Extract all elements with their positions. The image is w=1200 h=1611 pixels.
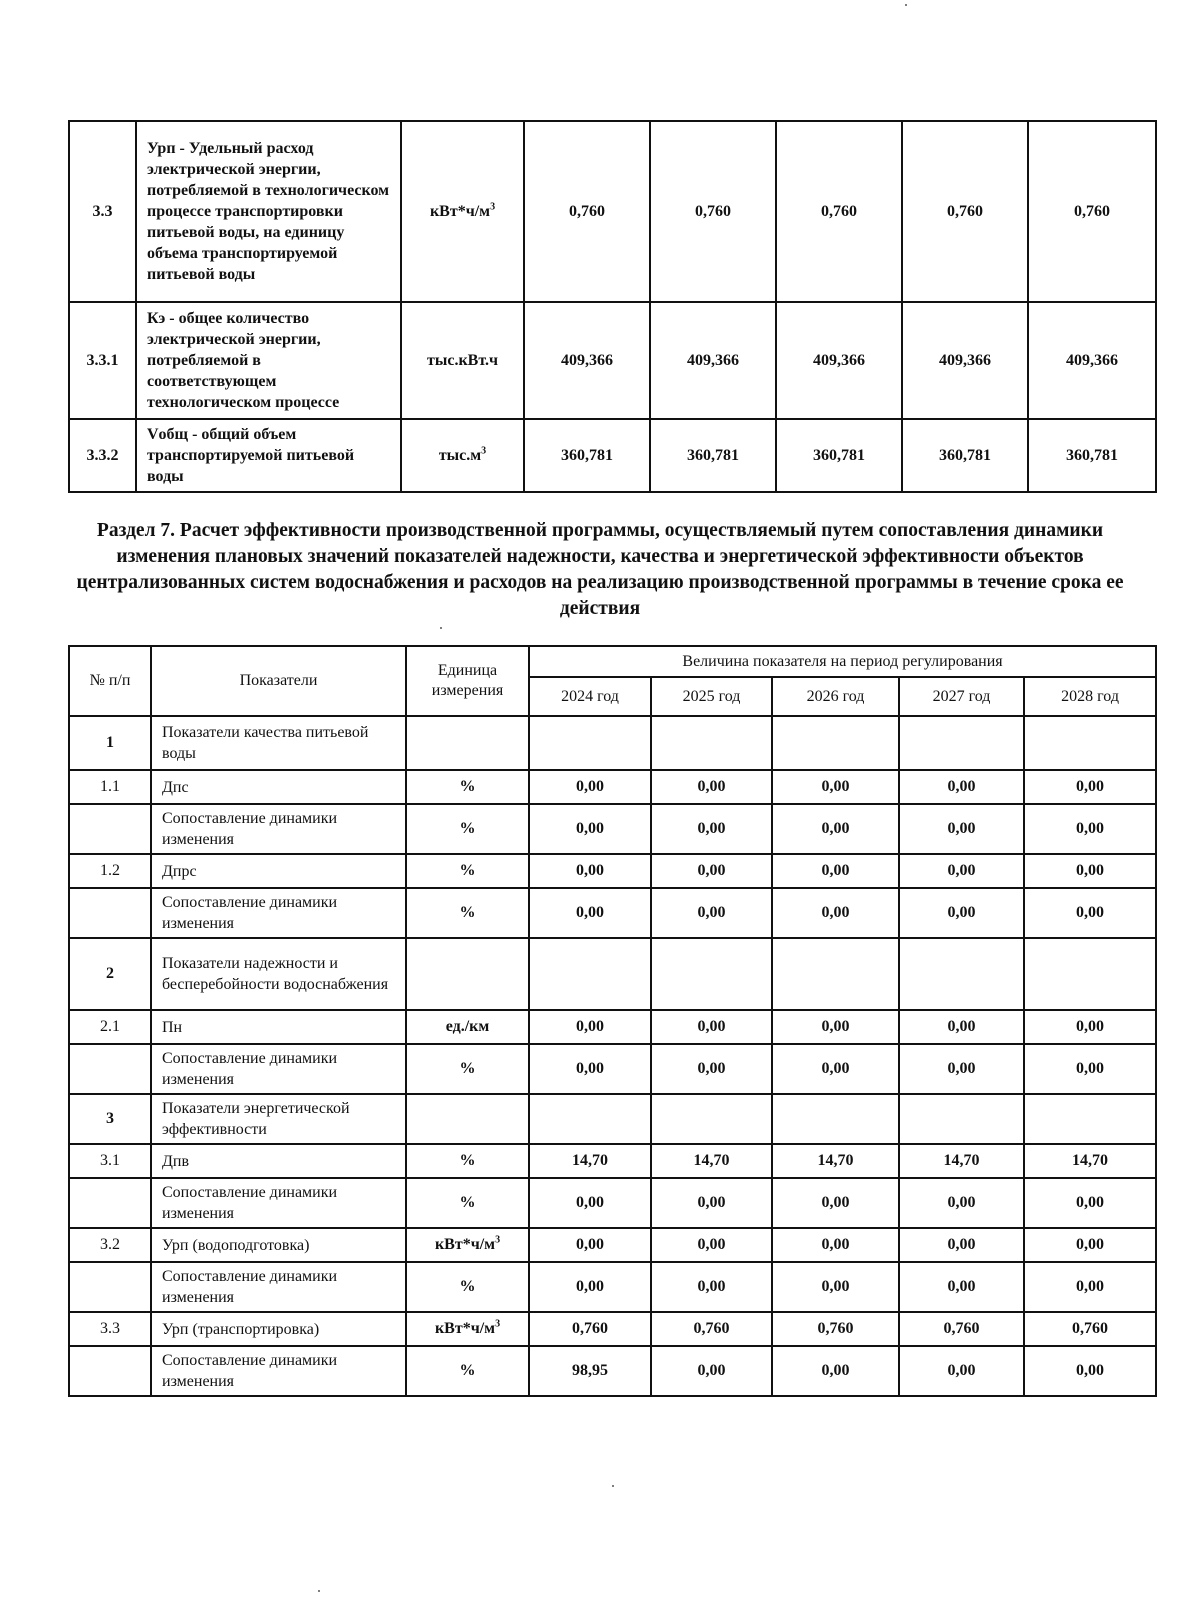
value-2025: 409,366 — [650, 302, 776, 419]
table-row — [69, 1346, 1156, 1396]
row-number: 3 — [69, 1094, 151, 1144]
indicator-name: Урп (водоподготовка) — [151, 1228, 406, 1262]
value-2027: 0,760 — [899, 1312, 1024, 1346]
row-number: 1 — [69, 716, 151, 770]
value-2024: 0,00 — [529, 1178, 651, 1228]
value-2025: 0,00 — [651, 1262, 772, 1312]
unit-cell — [406, 716, 529, 770]
header-year-2027: 2027 год — [899, 677, 1024, 716]
value-2024: 360,781 — [524, 419, 650, 492]
value-2027: 0,760 — [902, 121, 1028, 302]
unit-text: % — [459, 1060, 476, 1077]
value-2027: 0,00 — [899, 770, 1024, 804]
value-2028 — [1024, 716, 1156, 770]
unit-cell — [406, 1312, 529, 1346]
indicator-name: Сопоставление динамики изменения — [151, 888, 406, 938]
value-2026: 0,00 — [772, 1346, 899, 1396]
unit-cell — [401, 302, 524, 419]
indicator-name: Кэ - общее количество электрической энергии, потребляемой в соответствующем технологическом процессе — [136, 302, 401, 419]
value-2027: 0,00 — [899, 1346, 1024, 1396]
value-2025: 0,00 — [651, 1346, 772, 1396]
value-2025: 0,00 — [651, 804, 772, 854]
table-row — [69, 302, 1156, 419]
value-2028: 0,00 — [1024, 804, 1156, 854]
value-2027: 409,366 — [902, 302, 1028, 419]
unit-cell — [406, 1010, 529, 1044]
value-2028 — [1024, 938, 1156, 1010]
value-2025 — [651, 716, 772, 770]
unit-cell — [401, 121, 524, 302]
unit-cell — [406, 1044, 529, 1094]
row-number: 3.3.1 — [69, 302, 136, 419]
row-number: 1.2 — [69, 854, 151, 888]
table-body — [69, 716, 1156, 1396]
value-2027: 360,781 — [902, 419, 1028, 492]
row-number: 3.3 — [69, 1312, 151, 1346]
unit-cell — [406, 770, 529, 804]
header-year-2024: 2024 год — [529, 677, 651, 716]
row-number: 2 — [69, 938, 151, 1010]
value-2027 — [899, 938, 1024, 1010]
value-2024: 14,70 — [529, 1144, 651, 1178]
header-period: Величина показателя на период регулирования — [529, 646, 1156, 677]
table-header — [69, 646, 1156, 716]
unit-cell — [406, 1144, 529, 1178]
row-number: 3.2 — [69, 1228, 151, 1262]
value-2028: 360,781 — [1028, 419, 1156, 492]
unit-cell — [406, 1178, 529, 1228]
row-number — [69, 1178, 151, 1228]
value-2028: 0,00 — [1024, 1178, 1156, 1228]
value-2025 — [651, 1094, 772, 1144]
value-2027 — [899, 1094, 1024, 1144]
unit-text: % — [459, 820, 476, 837]
unit-text: % — [459, 862, 476, 879]
value-2026: 0,00 — [772, 854, 899, 888]
value-2024: 0,00 — [529, 1044, 651, 1094]
unit-cell — [401, 419, 524, 492]
unit-text: % — [459, 1362, 476, 1379]
value-2027: 0,00 — [899, 1010, 1024, 1044]
indicator-name: Сопоставление динамики изменения — [151, 1346, 406, 1396]
unit-text: тыс.м — [438, 446, 482, 464]
value-2026: 0,00 — [772, 1010, 899, 1044]
table-row — [69, 854, 1156, 888]
top-indicators-table — [68, 120, 1157, 493]
row-number — [69, 1044, 151, 1094]
unit-text: % — [459, 904, 476, 921]
value-2024: 0,00 — [529, 888, 651, 938]
table-row — [69, 121, 1156, 302]
value-2026: 409,366 — [776, 302, 902, 419]
unit-cell — [406, 938, 529, 1010]
value-2028: 0,00 — [1024, 1262, 1156, 1312]
indicator-name: Дпс — [151, 770, 406, 804]
value-2024: 0,00 — [529, 1228, 651, 1262]
efficiency-table — [68, 645, 1157, 1397]
section-heading: Раздел 7. Расчет эффективности производственной программы, осуществляемый путем сопоставления динамики изменения плановых значений показателей надежности, качества и энергетической эффективности объектов централизованных систем водоснабжения и расходов на реализацию производственной программы в течение срока ее действия — [76, 520, 1124, 619]
indicator-name: Дпрс — [151, 854, 406, 888]
value-2024: 0,00 — [529, 854, 651, 888]
unit-cell — [406, 804, 529, 854]
value-2025: 0,760 — [651, 1312, 772, 1346]
value-2024: 0,760 — [524, 121, 650, 302]
value-2026: 0,00 — [772, 1228, 899, 1262]
value-2027: 0,00 — [899, 1178, 1024, 1228]
value-2024: 409,366 — [524, 302, 650, 419]
indicator-name: Сопоставление динамики изменения — [151, 1262, 406, 1312]
unit-text: % — [459, 1152, 476, 1169]
header-number: № п/п — [69, 646, 151, 716]
unit-text: кВт*ч/м — [434, 1320, 496, 1337]
table-row — [69, 1312, 1156, 1346]
value-2028: 0,00 — [1024, 1010, 1156, 1044]
unit-text: кВт*ч/м — [429, 202, 491, 220]
indicator-name: Показатели энергетической эффективности — [151, 1094, 406, 1144]
value-2028: 0,760 — [1024, 1312, 1156, 1346]
unit-cell — [406, 1228, 529, 1262]
unit-text: тыс.кВт.ч — [426, 351, 499, 369]
value-2024: 0,00 — [529, 770, 651, 804]
row-number — [69, 804, 151, 854]
unit-cell — [406, 1346, 529, 1396]
value-2027: 0,00 — [899, 888, 1024, 938]
unit-text: кВт*ч/м — [434, 1236, 496, 1253]
top-table-body — [69, 121, 1156, 492]
value-2025: 0,00 — [651, 1010, 772, 1044]
value-2024 — [529, 716, 651, 770]
unit-cell — [406, 1094, 529, 1144]
value-2026 — [772, 938, 899, 1010]
row-number — [69, 1346, 151, 1396]
value-2026 — [772, 716, 899, 770]
value-2027: 0,00 — [899, 804, 1024, 854]
value-2027: 0,00 — [899, 854, 1024, 888]
value-2028: 14,70 — [1024, 1144, 1156, 1178]
value-2025: 0,00 — [651, 1228, 772, 1262]
table-row — [69, 1094, 1156, 1144]
value-2024: 0,00 — [529, 804, 651, 854]
header-unit: Единица измерения — [406, 646, 529, 716]
value-2024: 0,00 — [529, 1010, 651, 1044]
indicator-name: Урп - Удельный расход электрической энергии, потребляемой в технологическом процессе транспортировки питьевой воды, на единицу объема транспортируемой питьевой воды — [136, 121, 401, 302]
value-2026: 0,760 — [772, 1312, 899, 1346]
value-2025: 0,00 — [651, 1044, 772, 1094]
table-row — [69, 804, 1156, 854]
value-2025: 0,760 — [650, 121, 776, 302]
unit-superscript: 3 — [481, 445, 487, 457]
row-number — [69, 888, 151, 938]
indicator-name: Урп (транспортировка) — [151, 1312, 406, 1346]
table-row — [69, 1144, 1156, 1178]
indicator-name: Показатели надежности и бесперебойности водоснабжения — [151, 938, 406, 1010]
table-row — [69, 770, 1156, 804]
table-row — [69, 938, 1156, 1010]
value-2026 — [772, 1094, 899, 1144]
value-2026: 0,00 — [772, 1044, 899, 1094]
value-2027 — [899, 716, 1024, 770]
scan-speck — [318, 1590, 320, 1592]
value-2028: 0,00 — [1024, 888, 1156, 938]
value-2026: 0,00 — [772, 804, 899, 854]
value-2025: 0,00 — [651, 1178, 772, 1228]
table-row — [69, 419, 1156, 492]
value-2024 — [529, 938, 651, 1010]
value-2024: 98,95 — [529, 1346, 651, 1396]
row-number: 3.1 — [69, 1144, 151, 1178]
table-row — [69, 888, 1156, 938]
value-2024: 0,00 — [529, 1262, 651, 1312]
unit-cell — [406, 888, 529, 938]
header-row — [69, 646, 1156, 677]
indicator-name: Сопоставление динамики изменения — [151, 804, 406, 854]
indicator-name: Показатели качества питьевой воды — [151, 716, 406, 770]
indicator-name: Пн — [151, 1010, 406, 1044]
value-2028: 0,760 — [1028, 121, 1156, 302]
unit-text: % — [459, 778, 476, 795]
unit-superscript: 3 — [495, 1318, 501, 1330]
table-row — [69, 1262, 1156, 1312]
value-2025: 14,70 — [651, 1144, 772, 1178]
indicator-name: Дпв — [151, 1144, 406, 1178]
unit-text: % — [459, 1194, 476, 1211]
value-2028: 0,00 — [1024, 1044, 1156, 1094]
value-2026: 0,00 — [772, 1262, 899, 1312]
value-2028: 0,00 — [1024, 1228, 1156, 1262]
scan-speck — [612, 1485, 614, 1487]
value-2025: 0,00 — [651, 854, 772, 888]
value-2028: 0,00 — [1024, 854, 1156, 888]
value-2026: 0,00 — [772, 888, 899, 938]
header-year-2026: 2026 год — [772, 677, 899, 716]
row-number: 1.1 — [69, 770, 151, 804]
value-2025: 0,00 — [651, 770, 772, 804]
unit-text: % — [459, 1278, 476, 1295]
value-2028 — [1024, 1094, 1156, 1144]
value-2024: 0,760 — [529, 1312, 651, 1346]
value-2027: 0,00 — [899, 1262, 1024, 1312]
value-2025: 360,781 — [650, 419, 776, 492]
value-2026: 360,781 — [776, 419, 902, 492]
unit-text: ед./км — [445, 1018, 490, 1035]
value-2025 — [651, 938, 772, 1010]
value-2027: 0,00 — [899, 1044, 1024, 1094]
value-2028: 409,366 — [1028, 302, 1156, 419]
row-number: 3.3 — [69, 121, 136, 302]
value-2025: 0,00 — [651, 888, 772, 938]
table-row — [69, 1044, 1156, 1094]
unit-cell — [406, 1262, 529, 1312]
table-row — [69, 1228, 1156, 1262]
header-year-2025: 2025 год — [651, 677, 772, 716]
header-year-2028: 2028 год — [1024, 677, 1156, 716]
table-row — [69, 1178, 1156, 1228]
scan-speck — [905, 4, 907, 6]
table-row — [69, 1010, 1156, 1044]
value-2026: 14,70 — [772, 1144, 899, 1178]
value-2024 — [529, 1094, 651, 1144]
row-number — [69, 1262, 151, 1312]
indicator-name: Сопоставление динамики изменения — [151, 1044, 406, 1094]
header-indicators: Показатели — [151, 646, 406, 716]
unit-cell — [406, 854, 529, 888]
scan-speck — [440, 627, 442, 629]
row-number: 3.3.2 — [69, 419, 136, 492]
indicator-name: Vобщ - общий объем транспортируемой питьевой воды — [136, 419, 401, 492]
value-2028: 0,00 — [1024, 770, 1156, 804]
table-row — [69, 716, 1156, 770]
value-2026: 0,760 — [776, 121, 902, 302]
indicator-name: Сопоставление динамики изменения — [151, 1178, 406, 1228]
value-2026: 0,00 — [772, 1178, 899, 1228]
value-2026: 0,00 — [772, 770, 899, 804]
row-number: 2.1 — [69, 1010, 151, 1044]
unit-superscript: 3 — [495, 1234, 501, 1246]
value-2028: 0,00 — [1024, 1346, 1156, 1396]
unit-superscript: 3 — [490, 201, 496, 213]
value-2027: 0,00 — [899, 1228, 1024, 1262]
value-2027: 14,70 — [899, 1144, 1024, 1178]
